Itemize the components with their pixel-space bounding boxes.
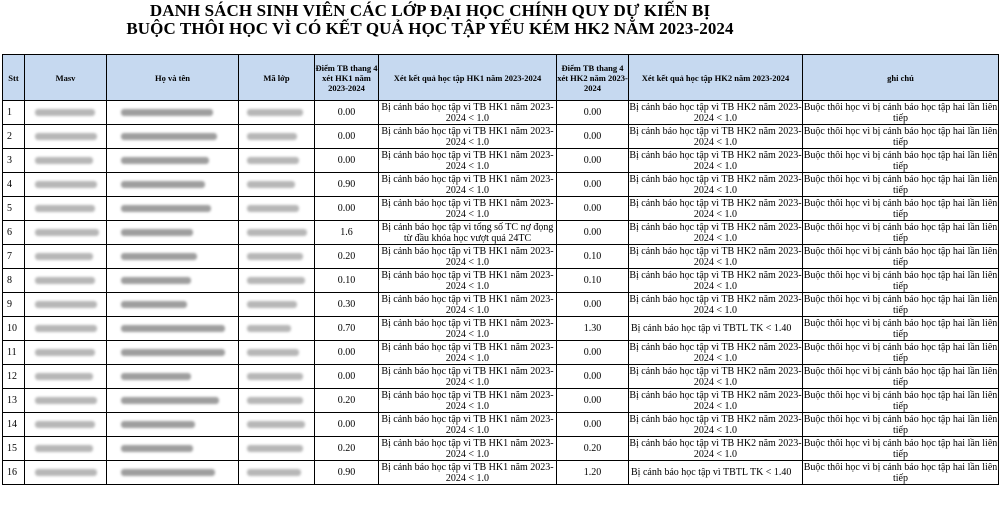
cell-tb-hk1: 0.00 (315, 413, 379, 437)
redacted-masv (35, 277, 95, 284)
redacted-masv (35, 421, 95, 428)
redacted-malop (247, 109, 303, 116)
redacted-masv (35, 205, 95, 212)
cell-malop-redacted (239, 293, 315, 317)
cell-stt: 14 (3, 413, 25, 437)
table-row (3, 101, 999, 125)
cell-hoten-redacted (107, 317, 239, 341)
cell-tb-hk2: 1.20 (557, 461, 629, 485)
cell-malop-redacted (239, 149, 315, 173)
cell-ghichu: Buộc thôi học vì bị cảnh báo học tập hai lần liên tiếp (803, 437, 998, 460)
cell-tb-hk2: 0.10 (557, 269, 629, 293)
redacted-malop (247, 133, 297, 140)
cell-tb-hk1: 0.30 (315, 293, 379, 317)
page-title-line-2: BUỘC THÔI HỌC VÌ CÓ KẾT QUẢ HỌC TẬP YẾU KÉM HK2 NĂM 2023-2024 (126, 19, 734, 38)
cell-xet-hk1: Bị cảnh báo học tập vì TB HK1 năm 2023-2024 < 1.0 (379, 437, 557, 461)
cell-stt: 13 (3, 389, 25, 413)
cell-tb-hk1: 1.6 (315, 221, 379, 245)
header-stt: Stt (3, 55, 25, 101)
cell-tb-hk1: 0.20 (315, 437, 379, 461)
cell-xet-hk2: Bị cảnh báo học tập vì TB HK2 năm 2023-2024 < 1.0 (629, 245, 802, 268)
redacted-hoten (121, 277, 191, 284)
redacted-malop (247, 397, 303, 404)
cell-hoten-redacted (107, 269, 239, 293)
cell-stt: 5 (3, 197, 25, 221)
table-row (3, 197, 999, 221)
cell-malop-redacted (239, 365, 315, 389)
cell-ghichu: Buộc thôi học vì bị cảnh báo học tập hai lần liên tiếp (803, 413, 998, 436)
redacted-malop (247, 445, 303, 452)
cell-xet-hk2: Bị cảnh báo học tập vì TB HK2 năm 2023-2024 < 1.0 (629, 197, 802, 220)
cell-malop-redacted (239, 173, 315, 197)
cell-stt: 4 (3, 173, 25, 197)
cell-ghichu: Buộc thôi học vì bị cảnh báo học tập hai lần liên tiếp (803, 149, 998, 172)
cell-tb-hk1: 0.20 (315, 389, 379, 413)
redacted-hoten (121, 157, 209, 164)
cell-tb-hk1: 0.00 (315, 149, 379, 173)
table-body (3, 101, 999, 485)
cell-masv-redacted (25, 221, 107, 245)
cell-hoten-redacted (107, 461, 239, 485)
cell-xet-hk1: Bị cảnh báo học tập vì TB HK1 năm 2023-2024 < 1.0 (379, 245, 557, 269)
cell-hoten-redacted (107, 149, 239, 173)
table-row (3, 245, 999, 269)
table-row (3, 221, 999, 245)
cell-xet-hk1: Bị cảnh báo học tập vì TB HK1 năm 2023-2024 < 1.0 (379, 293, 557, 317)
cell-tb-hk1: 0.00 (315, 341, 379, 365)
cell-stt: 7 (3, 245, 25, 269)
table-row (3, 173, 999, 197)
page-title-line-1: DANH SÁCH SINH VIÊN CÁC LỚP ĐẠI HỌC CHÍNH QUY DỰ KIẾN BỊ (149, 1, 711, 20)
cell-xet-hk2: Bị cảnh báo học tập vì TB HK2 năm 2023-2024 < 1.0 (629, 341, 802, 364)
cell-masv-redacted (25, 461, 107, 485)
table-row (3, 125, 999, 149)
redacted-malop (247, 157, 299, 164)
cell-tb-hk1: 0.00 (315, 365, 379, 389)
cell-stt: 2 (3, 125, 25, 149)
redacted-hoten (121, 205, 211, 212)
cell-xet-hk1: Bị cảnh báo học tập vì TB HK1 năm 2023-2024 < 1.0 (379, 389, 557, 413)
header-malop: Mã lớp (239, 55, 315, 101)
cell-malop-redacted (239, 101, 315, 125)
cell-tb-hk1: 0.00 (315, 125, 379, 149)
redacted-masv (35, 397, 97, 404)
cell-xet-hk2: Bị cảnh báo học tập vì TB HK2 năm 2023-2024 < 1.0 (629, 389, 802, 412)
cell-hoten-redacted (107, 341, 239, 365)
redacted-masv (35, 349, 95, 356)
table-row (3, 149, 999, 173)
cell-hoten-redacted (107, 389, 239, 413)
cell-tb-hk1: 0.10 (315, 269, 379, 293)
redacted-hoten (121, 109, 213, 116)
cell-tb-hk2: 0.00 (557, 221, 629, 245)
cell-hoten-redacted (107, 221, 239, 245)
redacted-hoten (121, 373, 191, 380)
redacted-malop (247, 421, 305, 428)
cell-malop-redacted (239, 317, 315, 341)
cell-masv-redacted (25, 389, 107, 413)
cell-malop-redacted (239, 461, 315, 485)
cell-tb-hk2: 0.00 (557, 149, 629, 173)
cell-xet-hk2: Bị cảnh báo học tập vì TB HK2 năm 2023-2024 < 1.0 (629, 173, 802, 196)
cell-tb-hk1: 0.70 (315, 317, 379, 341)
header-ghichu: ghi chú (803, 55, 999, 101)
cell-xet-hk2: Bị cảnh báo học tập vì TB HK2 năm 2023-2024 < 1.0 (629, 101, 802, 124)
redacted-malop (247, 349, 299, 356)
cell-xet-hk1: Bị cảnh báo học tập vì TB HK1 năm 2023-2024 < 1.0 (379, 413, 557, 437)
cell-stt: 12 (3, 365, 25, 389)
redacted-masv (35, 469, 97, 476)
redacted-malop (247, 253, 303, 260)
header-tb-hk2: Điểm TB thang 4 xét HK2 năm 2023-2024 (557, 55, 629, 101)
cell-ghichu: Buộc thôi học vì bị cảnh báo học tập hai lần liên tiếp (803, 125, 998, 148)
cell-hoten-redacted (107, 413, 239, 437)
cell-xet-hk2: Bị cảnh báo học tập vì TB HK2 năm 2023-2024 < 1.0 (629, 437, 802, 460)
redacted-malop (247, 373, 303, 380)
header-xet-hk2: Xét kết quả học tập HK2 năm 2023-2024 (629, 55, 803, 101)
table-header-row (3, 55, 999, 101)
redacted-hoten (121, 469, 215, 476)
cell-ghichu: Buộc thôi học vì bị cảnh báo học tập hai lần liên tiếp (803, 317, 998, 340)
cell-xet-hk1: Bị cảnh báo học tập vì tổng số TC nợ đọng từ đầu khóa học vượt quá 24TC (379, 221, 557, 245)
redacted-hoten (121, 421, 195, 428)
redacted-hoten (121, 229, 193, 236)
cell-tb-hk2: 1.30 (557, 317, 629, 341)
cell-tb-hk1: 0.00 (315, 101, 379, 125)
table-row (3, 389, 999, 413)
cell-hoten-redacted (107, 245, 239, 269)
cell-malop-redacted (239, 269, 315, 293)
cell-xet-hk1: Bị cảnh báo học tập vì TB HK1 năm 2023-2024 < 1.0 (379, 125, 557, 149)
cell-xet-hk2: Bị cảnh báo học tập vì TBTL TK < 1.40 (629, 317, 803, 341)
redacted-hoten (121, 397, 219, 404)
table-row (3, 269, 999, 293)
header-hoten: Họ và tên (107, 55, 239, 101)
cell-masv-redacted (25, 269, 107, 293)
cell-hoten-redacted (107, 293, 239, 317)
cell-ghichu: Buộc thôi học vì bị cảnh báo học tập hai lần liên tiếp (803, 221, 998, 244)
cell-hoten-redacted (107, 197, 239, 221)
cell-tb-hk1: 0.90 (315, 173, 379, 197)
redacted-masv (35, 157, 93, 164)
cell-masv-redacted (25, 341, 107, 365)
cell-xet-hk1: Bị cảnh báo học tập vì TB HK1 năm 2023-2024 < 1.0 (379, 149, 557, 173)
cell-tb-hk2: 0.00 (557, 341, 629, 365)
cell-stt: 9 (3, 293, 25, 317)
cell-xet-hk2: Bị cảnh báo học tập vì TB HK2 năm 2023-2024 < 1.0 (629, 269, 802, 292)
cell-stt: 10 (3, 317, 25, 341)
redacted-malop (247, 301, 297, 308)
redacted-masv (35, 133, 97, 140)
redacted-masv (35, 325, 97, 332)
cell-xet-hk2: Bị cảnh báo học tập vì TB HK2 năm 2023-2024 < 1.0 (629, 149, 802, 172)
cell-stt: 6 (3, 221, 25, 245)
cell-stt: 16 (3, 461, 25, 485)
cell-tb-hk2: 0.00 (557, 413, 629, 437)
cell-xet-hk1: Bị cảnh báo học tập vì TB HK1 năm 2023-2024 < 1.0 (379, 269, 557, 293)
cell-hoten-redacted (107, 101, 239, 125)
cell-hoten-redacted (107, 437, 239, 461)
cell-tb-hk2: 0.20 (557, 437, 629, 461)
table-row (3, 341, 999, 365)
redacted-malop (247, 229, 307, 236)
redacted-hoten (121, 349, 225, 356)
cell-xet-hk2: Bị cảnh báo học tập vì TBTL TK < 1.40 (629, 461, 803, 485)
table-row (3, 365, 999, 389)
redacted-hoten (121, 325, 225, 332)
cell-stt: 11 (3, 341, 25, 365)
redacted-hoten (121, 445, 193, 452)
redacted-masv (35, 253, 93, 260)
redacted-hoten (121, 253, 197, 260)
cell-masv-redacted (25, 149, 107, 173)
cell-hoten-redacted (107, 173, 239, 197)
cell-stt: 3 (3, 149, 25, 173)
cell-tb-hk2: 0.00 (557, 293, 629, 317)
cell-masv-redacted (25, 437, 107, 461)
cell-xet-hk1: Bị cảnh báo học tập vì TB HK1 năm 2023-2024 < 1.0 (379, 101, 557, 125)
cell-xet-hk2: Bị cảnh báo học tập vì TB HK2 năm 2023-2024 < 1.0 (629, 413, 802, 436)
cell-ghichu: Buộc thôi học vì bị cảnh báo học tập hai lần liên tiếp (803, 389, 998, 412)
cell-malop-redacted (239, 389, 315, 413)
table-row (3, 293, 999, 317)
cell-ghichu: Buộc thôi học vì bị cảnh báo học tập hai lần liên tiếp (803, 173, 998, 196)
cell-xet-hk1: Bị cảnh báo học tập vì TB HK1 năm 2023-2024 < 1.0 (379, 461, 557, 485)
student-table (2, 54, 999, 485)
cell-malop-redacted (239, 197, 315, 221)
cell-hoten-redacted (107, 365, 239, 389)
cell-xet-hk1: Bị cảnh báo học tập vì TB HK1 năm 2023-2024 < 1.0 (379, 197, 557, 221)
header-masv: Masv (25, 55, 107, 101)
cell-masv-redacted (25, 365, 107, 389)
cell-xet-hk1: Bị cảnh báo học tập vì TB HK1 năm 2023-2024 < 1.0 (379, 317, 557, 341)
cell-malop-redacted (239, 341, 315, 365)
cell-masv-redacted (25, 245, 107, 269)
table-row (3, 437, 999, 461)
cell-ghichu: Buộc thôi học vì bị cảnh báo học tập hai lần liên tiếp (803, 269, 998, 292)
cell-masv-redacted (25, 413, 107, 437)
cell-tb-hk1: 0.00 (315, 197, 379, 221)
cell-masv-redacted (25, 125, 107, 149)
cell-tb-hk2: 0.00 (557, 125, 629, 149)
cell-malop-redacted (239, 413, 315, 437)
redacted-malop (247, 205, 299, 212)
cell-xet-hk2: Bị cảnh báo học tập vì TB HK2 năm 2023-2024 < 1.0 (629, 365, 802, 388)
cell-xet-hk1: Bị cảnh báo học tập vì TB HK1 năm 2023-2024 < 1.0 (379, 341, 557, 365)
redacted-hoten (121, 301, 187, 308)
cell-malop-redacted (239, 437, 315, 461)
redacted-hoten (121, 133, 217, 140)
redacted-masv (35, 181, 97, 188)
cell-stt: 1 (3, 101, 25, 125)
cell-tb-hk2: 0.10 (557, 245, 629, 269)
cell-xet-hk2: Bị cảnh báo học tập vì TB HK2 năm 2023-2024 < 1.0 (629, 125, 802, 148)
cell-xet-hk2: Bị cảnh báo học tập vì TB HK2 năm 2023-2024 < 1.0 (629, 221, 802, 244)
cell-tb-hk2: 0.00 (557, 197, 629, 221)
redacted-masv (35, 301, 97, 308)
redacted-malop (247, 181, 295, 188)
header-tb-hk1: Điểm TB thang 4 xét HK1 năm 2023-2024 (315, 55, 379, 101)
cell-ghichu: Buộc thôi học vì bị cảnh báo học tập hai lần liên tiếp (803, 341, 998, 364)
table-row (3, 317, 999, 341)
cell-ghichu: Buộc thôi học vì bị cảnh báo học tập hai lần liên tiếp (803, 293, 998, 316)
cell-malop-redacted (239, 221, 315, 245)
cell-ghichu: Buộc thôi học vì bị cảnh báo học tập hai lần liên tiếp (803, 461, 998, 484)
redacted-masv (35, 109, 95, 116)
cell-malop-redacted (239, 245, 315, 269)
cell-ghichu: Buộc thôi học vì bị cảnh báo học tập hai lần liên tiếp (803, 245, 998, 268)
redacted-hoten (121, 181, 205, 188)
cell-masv-redacted (25, 101, 107, 125)
cell-tb-hk2: 0.00 (557, 173, 629, 197)
cell-stt: 15 (3, 437, 25, 461)
cell-masv-redacted (25, 317, 107, 341)
redacted-malop (247, 277, 305, 284)
cell-ghichu: Buộc thôi học vì bị cảnh báo học tập hai lần liên tiếp (803, 197, 998, 220)
redacted-malop (247, 325, 291, 332)
redacted-malop (247, 469, 301, 476)
cell-tb-hk1: 0.20 (315, 245, 379, 269)
cell-ghichu: Buộc thôi học vì bị cảnh báo học tập hai lần liên tiếp (803, 101, 998, 124)
cell-hoten-redacted (107, 125, 239, 149)
table-row (3, 461, 999, 485)
redacted-masv (35, 445, 93, 452)
cell-stt: 8 (3, 269, 25, 293)
cell-masv-redacted (25, 197, 107, 221)
cell-tb-hk2: 0.00 (557, 101, 629, 125)
cell-ghichu: Buộc thôi học vì bị cảnh báo học tập hai lần liên tiếp (803, 365, 998, 388)
table-row (3, 413, 999, 437)
cell-masv-redacted (25, 173, 107, 197)
cell-malop-redacted (239, 125, 315, 149)
redacted-masv (35, 373, 93, 380)
cell-tb-hk1: 0.90 (315, 461, 379, 485)
cell-xet-hk2: Bị cảnh báo học tập vì TB HK2 năm 2023-2024 < 1.0 (629, 293, 802, 316)
cell-tb-hk2: 0.00 (557, 365, 629, 389)
redacted-masv (35, 229, 99, 236)
cell-masv-redacted (25, 293, 107, 317)
cell-tb-hk2: 0.00 (557, 389, 629, 413)
cell-xet-hk1: Bị cảnh báo học tập vì TB HK1 năm 2023-2024 < 1.0 (379, 365, 557, 389)
cell-xet-hk1: Bị cảnh báo học tập vì TB HK1 năm 2023-2024 < 1.0 (379, 173, 557, 197)
header-xet-hk1: Xét kết quả học tập HK1 năm 2023-2024 (379, 55, 557, 101)
